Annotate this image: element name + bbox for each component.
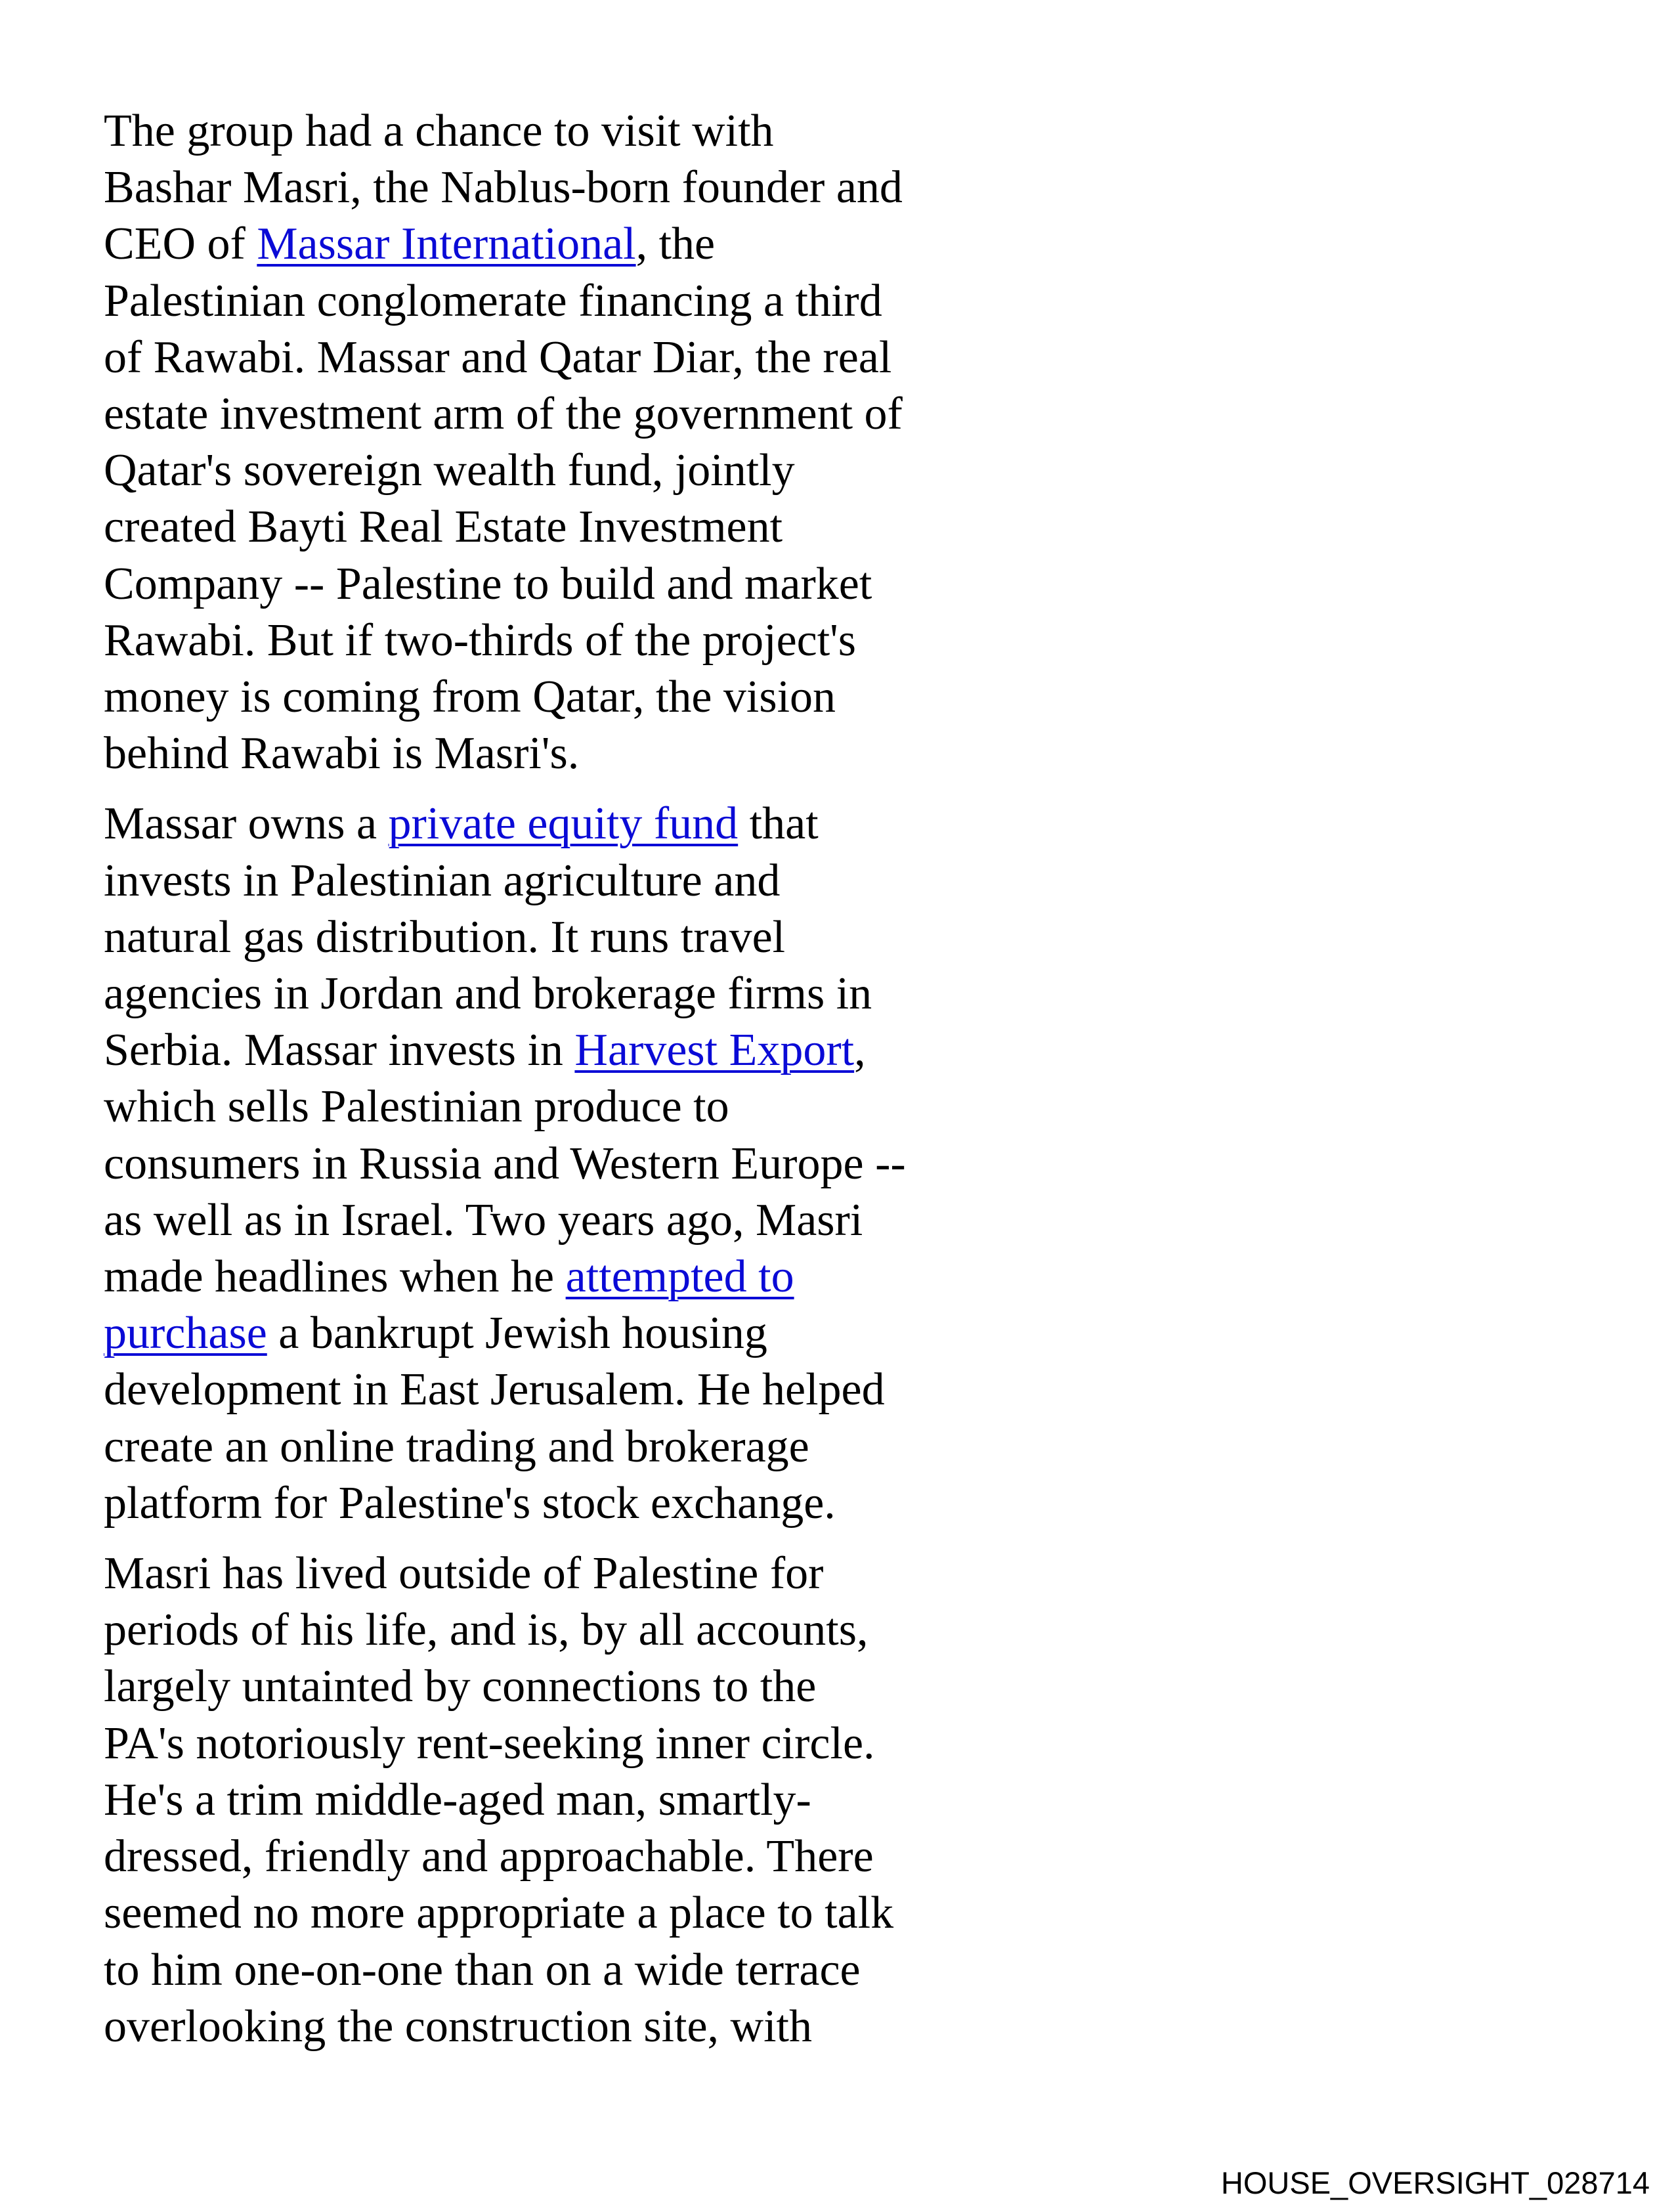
text-segment: which sells Palestinian produce to [104, 1081, 729, 1133]
text-segment: The group had a chance to visit with [104, 106, 774, 156]
text-line [104, 103, 1036, 160]
text-line [104, 1022, 1036, 1079]
text-segment: natural gas distribution. It runs travel [104, 911, 786, 963]
text-segment: platform for Palestine's stock exchange. [104, 1477, 836, 1529]
text-line [104, 1659, 1036, 1715]
text-segment: Palestinian conglomerate financing a third [104, 275, 882, 326]
text-segment: , [854, 1025, 866, 1076]
text-segment: a bankrupt Jewish housing [267, 1308, 767, 1359]
text-segment: Serbia. Massar invests in [104, 1025, 575, 1076]
text-segment: invests in Palestinian agriculture and [104, 855, 781, 906]
text-line [104, 1192, 1036, 1249]
text-segment: Masri has lived outside of Palestine for [104, 1548, 824, 1599]
text-line [104, 330, 1036, 386]
text-line [104, 966, 1036, 1022]
text-line [104, 909, 1036, 966]
text-segment: largely untainted by connections to the [104, 1661, 817, 1712]
text-line [104, 1475, 1036, 1532]
text-segment: consumers in Russia and Western Europe -- [104, 1138, 906, 1189]
paragraph [104, 1546, 1036, 2055]
text-line [104, 273, 1036, 330]
text-line [104, 443, 1036, 499]
text-line [104, 1602, 1036, 1659]
text-line [104, 216, 1036, 272]
text-segment: dressed, friendly and approachable. There [104, 1831, 874, 1882]
hyperlink[interactable]: Massar International [257, 219, 636, 270]
text-segment: Bashar Masri, the Nablus-born founder and [104, 162, 903, 213]
text-segment: of Rawabi. Massar and Qatar Diar, the real [104, 332, 892, 383]
text-segment: development in East Jerusalem. He helped [104, 1364, 885, 1416]
text-line [104, 1249, 1036, 1305]
text-line [104, 669, 1036, 726]
text-segment: seemed no more appropriate a place to talk [104, 1888, 894, 1939]
text-segment: money is coming from Qatar, the vision [104, 672, 836, 723]
text-line [104, 1942, 1036, 1999]
text-segment: , the [635, 219, 716, 270]
text-segment: periods of his life, and is, by all accounts, [104, 1605, 869, 1656]
text-line [104, 1419, 1036, 1475]
paragraph [104, 103, 1036, 782]
text-line [104, 1305, 1036, 1362]
text-segment: overlooking the construction site, with [104, 2001, 812, 2052]
text-line [104, 796, 1036, 852]
text-segment: CEO of [104, 219, 257, 270]
text-segment: Rawabi. But if two-thirds of the project's [104, 615, 857, 666]
hyperlink[interactable]: attempted to [565, 1251, 794, 1303]
text-segment: behind Rawabi is Masri's. [104, 728, 580, 779]
text-segment: that [738, 798, 819, 850]
text-line [104, 1772, 1036, 1829]
text-line [104, 1136, 1036, 1192]
text-segment: created Bayti Real Estate Investment [104, 502, 783, 553]
text-line [104, 1362, 1036, 1418]
text-segment: Company -- Palestine to build and market [104, 558, 872, 609]
text-segment: Qatar's sovereign wealth fund, jointly [104, 445, 795, 496]
hyperlink[interactable]: Harvest Export [574, 1025, 855, 1076]
text-line [104, 1885, 1036, 1941]
text-line [104, 1716, 1036, 1772]
text-line [104, 726, 1036, 782]
hyperlink[interactable]: private equity fund [388, 798, 739, 850]
text-line [104, 499, 1036, 555]
text-line [104, 1829, 1036, 1885]
text-segment: to him one-on-one than on a wide terrace [104, 1944, 861, 1995]
text-line [104, 1079, 1036, 1135]
text-segment: PA's notoriously rent-seeking inner circle. [104, 1718, 875, 1769]
text-line [104, 1999, 1036, 2055]
text-segment: as well as in Israel. Two years ago, Masri [104, 1194, 863, 1246]
article-body [104, 103, 1036, 2069]
text-segment: estate investment arm of the government of [104, 389, 903, 440]
text-segment: made headlines when he [104, 1251, 566, 1303]
text-segment: agencies in Jordan and brokerage firms in [104, 968, 872, 1020]
paragraph [104, 796, 1036, 1532]
hyperlink[interactable]: purchase [104, 1308, 267, 1359]
text-line [104, 556, 1036, 613]
text-line [104, 613, 1036, 669]
text-line [104, 386, 1036, 443]
text-line [104, 1546, 1036, 1602]
text-segment: Massar owns a [104, 798, 389, 850]
text-line [104, 853, 1036, 909]
bates-number: HOUSE_OVERSIGHT_028714 [1220, 2165, 1650, 2200]
text-segment: create an online trading and brokerage [104, 1421, 809, 1472]
text-line [104, 160, 1036, 216]
text-segment: He's a trim middle-aged man, smartly- [104, 1774, 811, 1825]
